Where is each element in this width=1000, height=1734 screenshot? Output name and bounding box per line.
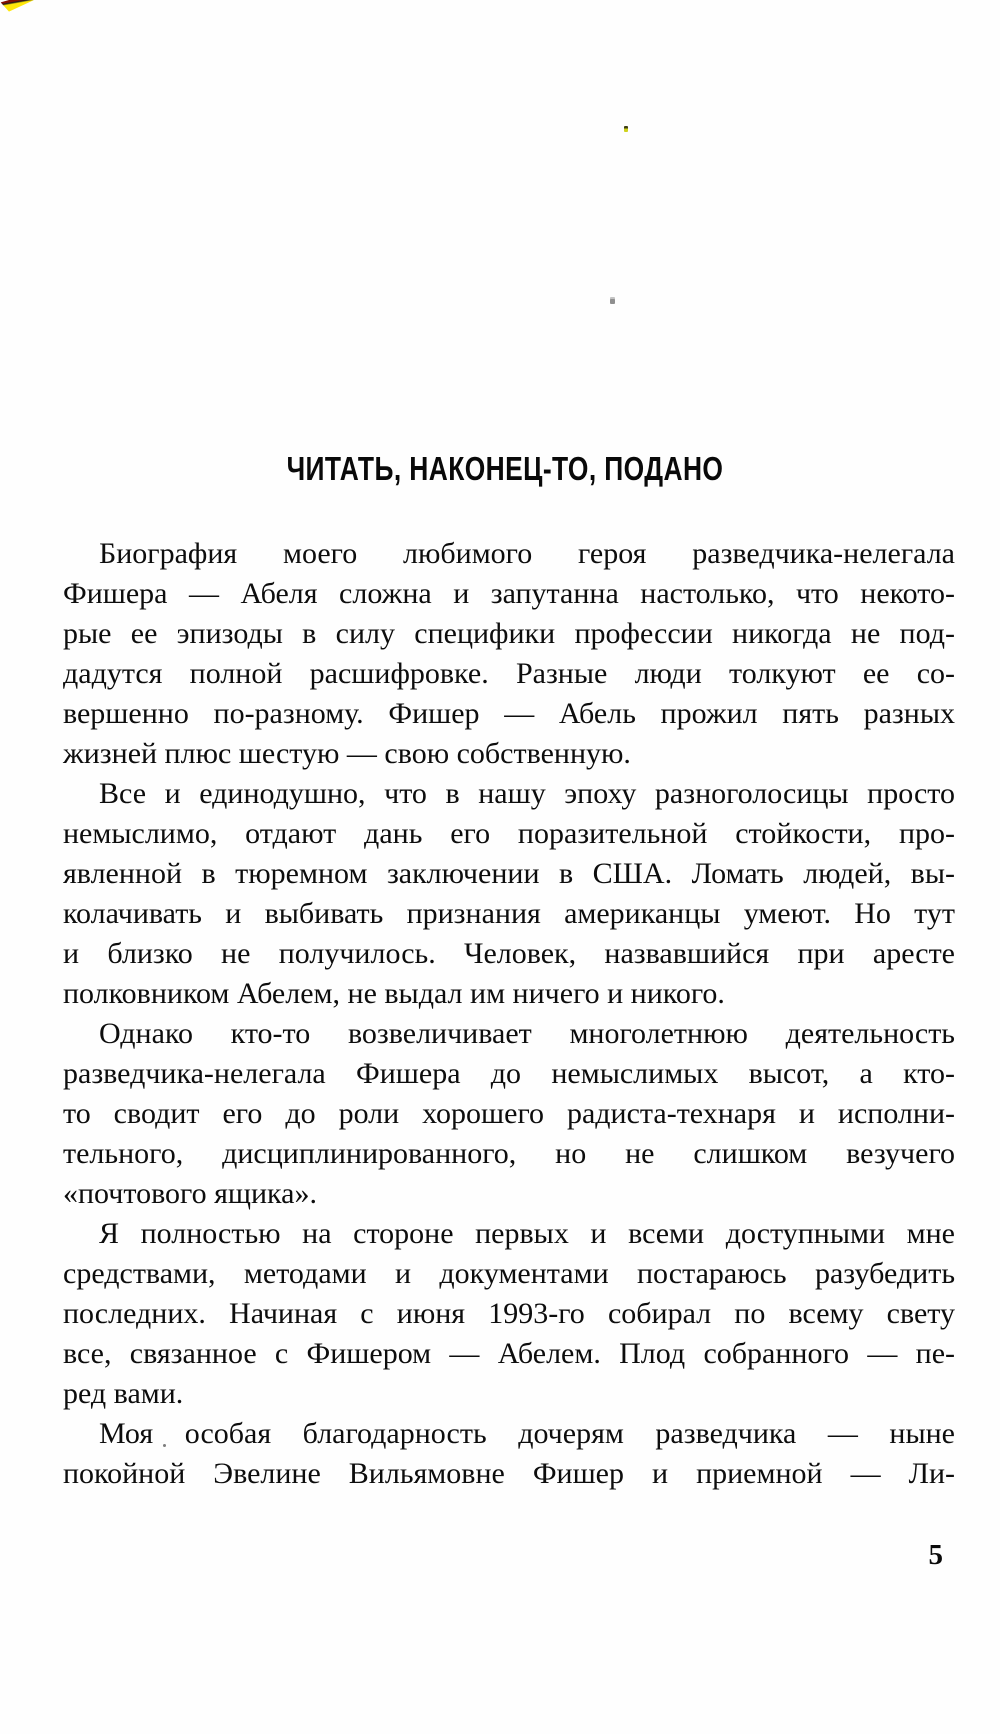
body-text-block	[63, 534, 955, 1494]
text-line: явленной в тюремном заключении в США. Ломать людей, вы-	[63, 857, 955, 890]
text-line: ред вами.	[63, 1377, 184, 1410]
text-line: рые ее эпизоды в силу специфики профессии никогда не под-	[63, 617, 955, 650]
chapter-title	[55, 452, 955, 486]
text-line: Я полностью на стороне первых и всеми доступными мне	[99, 1217, 955, 1250]
text-line: средствами, методами и документами постараюсь разубедить	[63, 1257, 955, 1290]
text-line: «почтового ящика».	[63, 1177, 317, 1210]
paragraph	[63, 534, 955, 774]
text-line: дадутся полной расшифровке. Разные люди толкуют ее со-	[63, 657, 955, 690]
paragraph	[63, 1014, 955, 1214]
text-line: Фишера — Абеля сложна и запутанна настолько, что некото-	[63, 577, 955, 610]
paragraph	[63, 774, 955, 1014]
text-line: разведчика-нелегала Фишера до немыслимых высот, а кто-	[63, 1057, 955, 1090]
scan-speck	[610, 299, 615, 304]
text-line: тельного, дисциплинированного, но не слишком везучего	[63, 1137, 955, 1170]
text-line: Моя особая благодарность дочерям разведчика — ныне	[99, 1417, 955, 1450]
text-line: полковником Абелем, не выдал им ничего и никого.	[63, 977, 725, 1010]
corner-scan-artifact	[0, 0, 35, 13]
text-line: и близко не получилось. Человек, назвавшийся при аресте	[63, 937, 955, 970]
paragraph	[63, 1414, 955, 1494]
text-line: вершенно по-разному. Фишер — Абель прожил пять разных	[63, 697, 955, 730]
scan-speck	[624, 126, 628, 132]
text-line: жизней плюс шестую — свою собственную.	[63, 737, 631, 770]
text-line: все, связанное с Фишером — Абелем. Плод собранного — пе-	[63, 1337, 955, 1370]
chapter-title-text: ЧИТАТЬ, НАКОНЕЦ-ТО, ПОДАНО	[286, 450, 724, 487]
text-line: Биография моего любимого героя разведчика-нелегала	[99, 537, 955, 570]
text-line: немыслимо, отдают дань его поразительной стойкости, про-	[63, 817, 955, 850]
paragraph	[63, 1214, 955, 1414]
text-line: колачивать и выбивать признания американцы умеют. Но тут	[63, 897, 955, 930]
page-number: 5	[928, 1539, 943, 1571]
text-line: Все и единодушно, что в нашу эпоху разноголосицы просто	[99, 777, 955, 810]
text-line: покойной Эвелине Вильямовне Фишер и приемной — Ли-	[63, 1457, 955, 1490]
text-line: последних. Начиная с июня 1993-го собирал по всему свету	[63, 1297, 955, 1330]
text-line: то сводит его до роли хорошего радиста-технаря и исполни-	[63, 1097, 955, 1130]
text-line: Однако кто-то возвеличивает многолетнюю деятельность	[99, 1017, 955, 1050]
